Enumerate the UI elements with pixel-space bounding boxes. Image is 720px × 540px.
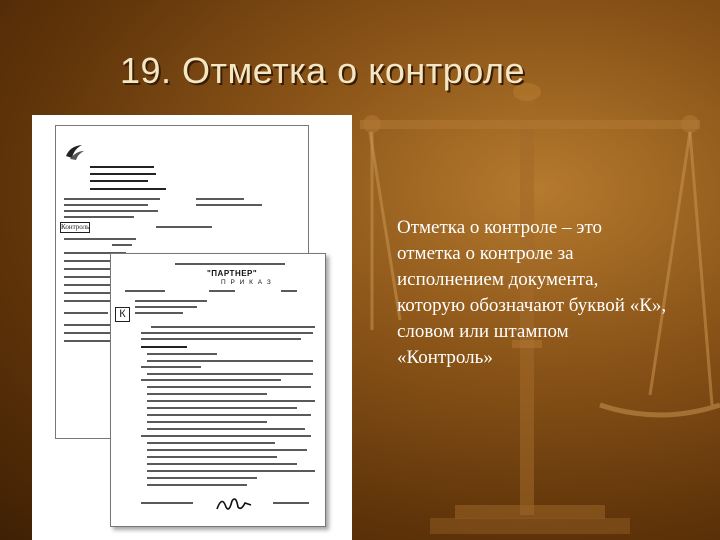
bank-logo-icon [64,142,86,162]
slide-title: 19. Отметка о контроле [120,50,526,91]
control-mark-k: К [115,307,130,322]
company-name: "ПАРТНЕР" [207,269,258,278]
document-image [32,115,352,540]
control-stamp: Контроль [61,223,90,231]
order-title: П Р И К А З [221,279,273,286]
signature [214,493,254,515]
slide-body-text: Отметка о контроле – это отметка о контроле за исполнением документа, которую обозначают буквой «К», словом или штампом «Контроль» [397,217,667,368]
front-document-page [110,253,326,527]
